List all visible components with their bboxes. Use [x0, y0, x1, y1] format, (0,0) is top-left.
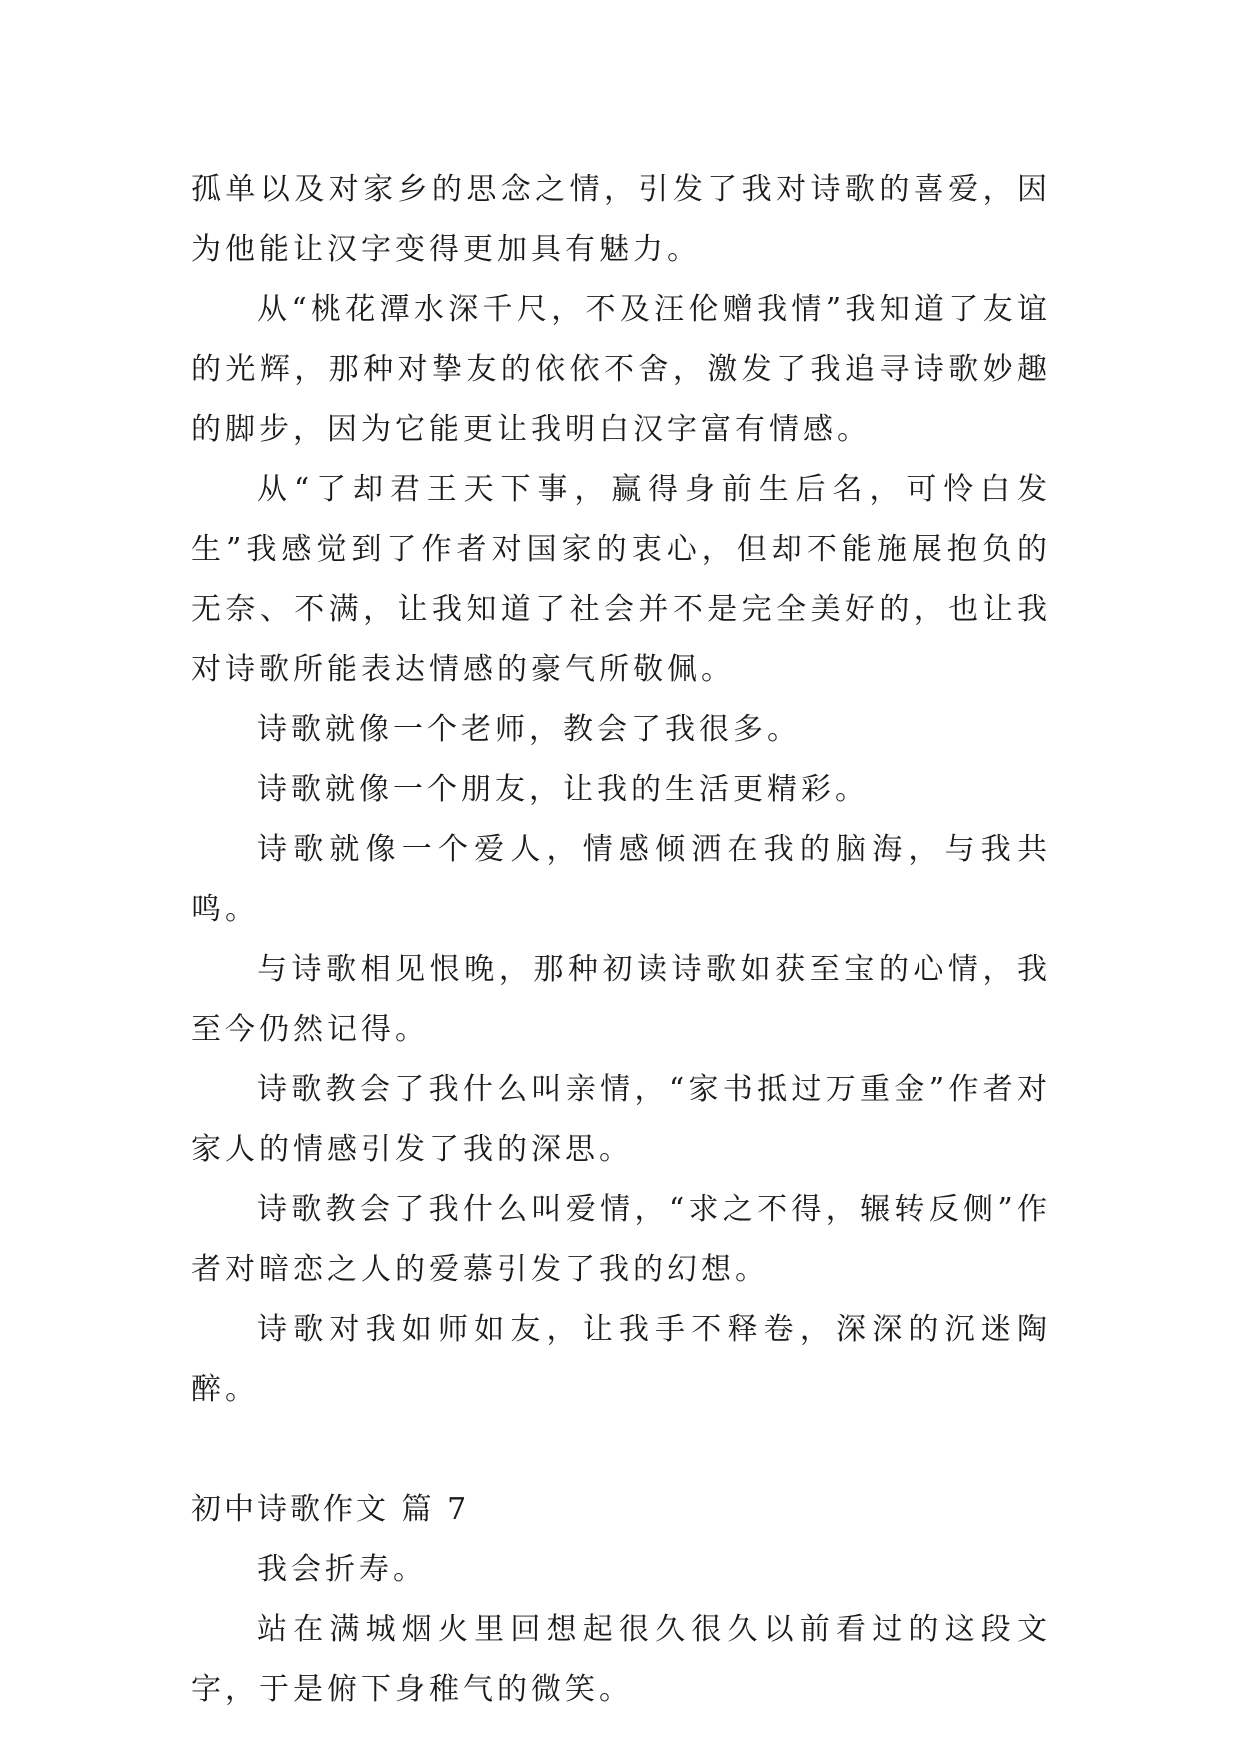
paragraph: 诗歌对我如师如友，让我手不释卷，深深的沉迷陶醉。: [191, 1312, 1051, 1407]
paragraph: 我会折寿。: [257, 1552, 427, 1587]
paragraph: 诗歌教会了我什么叫爱情，“求之不得，辗转反侧”作者对暗恋之人的爱慕引发了我的幻想。: [191, 1192, 1051, 1287]
paragraph: 诗歌就像一个朋友，让我的生活更精彩。: [257, 772, 869, 807]
section-gap: [191, 1420, 1051, 1480]
paragraph: 诗歌就像一个老师，教会了我很多。: [257, 712, 801, 747]
paragraph: 站在满城烟火里回想起很久很久以前看过的这段文字，于是俯下身稚气的微笑。: [191, 1612, 1051, 1707]
paragraph: 孤单以及对家乡的思念之情，引发了我对诗歌的喜爱，因为他能让汉字变得更加具有魅力。: [191, 172, 1051, 267]
section-heading: 初中诗歌作文 篇 7: [191, 1492, 470, 1527]
document-body: [191, 160, 1051, 1720]
paragraph: 从“了却君王天下事，赢得身前生后名，可怜白发生”我感觉到了作者对国家的衷心，但却不能施展抱负的无奈、不满，让我知道了社会并不是完全美好的，也让我对诗歌所能表达情感的豪气所敬佩。: [191, 472, 1051, 687]
paragraph: 诗歌就像一个爱人，情感倾洒在我的脑海，与我共鸣。: [191, 832, 1051, 927]
paragraph: 与诗歌相见恨晚，那种初读诗歌如获至宝的心情，我至今仍然记得。: [191, 952, 1051, 1047]
paragraph: 诗歌教会了我什么叫亲情，“家书抵过万重金”作者对家人的情感引发了我的深思。: [191, 1072, 1051, 1167]
paragraph: 从“桃花潭水深千尺，不及汪伦赠我情”我知道了友谊的光辉，那种对挚友的依依不舍，激发了我追寻诗歌妙趣的脚步，因为它能更让我明白汉字富有情感。: [191, 292, 1051, 447]
